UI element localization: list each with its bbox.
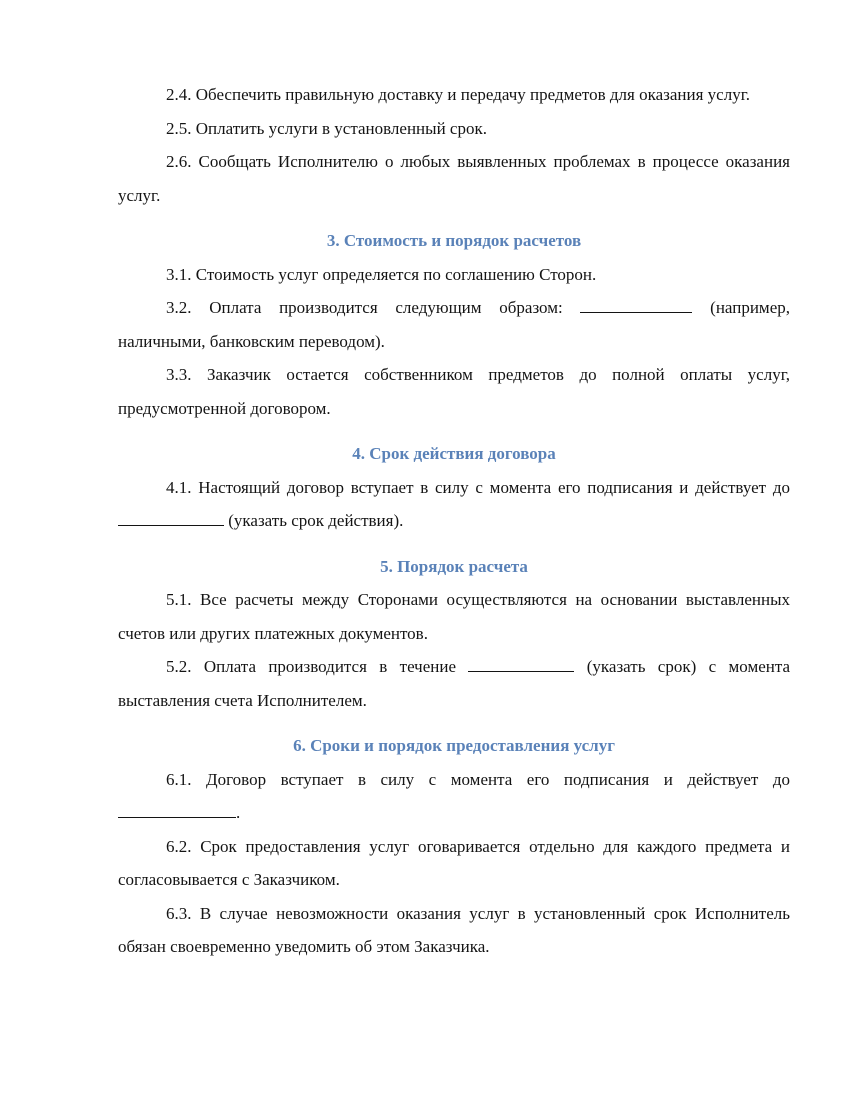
clause-3-3: 3.3. Заказчик остается собственником предметов до полной оплаты услуг, предусмотренной договором.: [118, 365, 790, 418]
clause-3-1: 3.1. Стоимость услуг определяется по соглашению Сторон.: [166, 264, 597, 284]
section-6-heading: 6. Сроки и порядок предоставления услуг: [293, 736, 615, 755]
clause-4-1-text-end: (указать срок действия).: [228, 511, 404, 530]
clause-3-2: [118, 291, 790, 358]
clause-2-5: 2.5. Оплатить услуги в установленный срок.: [166, 118, 487, 138]
payment-method-blank: [580, 298, 692, 313]
clause-6-2: 6.2. Срок предоставления услуг оговаривается отдельно для каждого предмета и согласовывается с Заказчиком.: [118, 836, 790, 889]
clause-5-2-text-end: (указать срок) с момента выставления счета Исполнителем.: [118, 657, 791, 710]
section-3-heading: 3. Стоимость и порядок расчетов: [326, 231, 582, 250]
payment-term-blank: [468, 657, 574, 672]
clause-5-2: [118, 650, 790, 717]
clause-3-2-text-start: 3.2. Оплата производится следующим образом:: [166, 298, 563, 317]
section-5-heading: 5. Порядок расчета: [380, 556, 528, 576]
validity-blank: [118, 803, 236, 818]
clause-5-2-text-start: 5.2. Оплата производится в течение: [166, 657, 457, 676]
clause-3-2-text-end: (например, наличными, банковским переводом).: [118, 298, 790, 351]
clause-5-1: 5.1. Все расчеты между Сторонами осуществляются на основании выставленных счетов или других платежных документов.: [118, 590, 790, 643]
clause-6-3: 6.3. В случае невозможности оказания услуг в установленный срок Исполнитель обязан своевременно уведомить об этом Заказчика.: [118, 903, 790, 956]
clause-2-6: 2.6. Сообщать Исполнителю о любых выявленных проблемах в процессе оказания услуг.: [118, 152, 790, 205]
clause-6-1-text-start: 6.1. Договор вступает в силу с момента его подписания и действует до: [166, 769, 790, 789]
clause-6-1: [118, 763, 790, 830]
clause-6-1-text-end: .: [236, 803, 241, 822]
section-4-heading: 4. Срок действия договора: [352, 444, 556, 463]
clause-2-4: 2.4. Обеспечить правильную доставку и передачу предметов для оказания услуг.: [166, 85, 751, 104]
clause-4-1-text-start: 4.1. Настоящий договор вступает в силу с момента его подписания и действует до: [166, 477, 790, 497]
clause-4-1: [118, 471, 790, 538]
term-blank: [118, 511, 224, 526]
